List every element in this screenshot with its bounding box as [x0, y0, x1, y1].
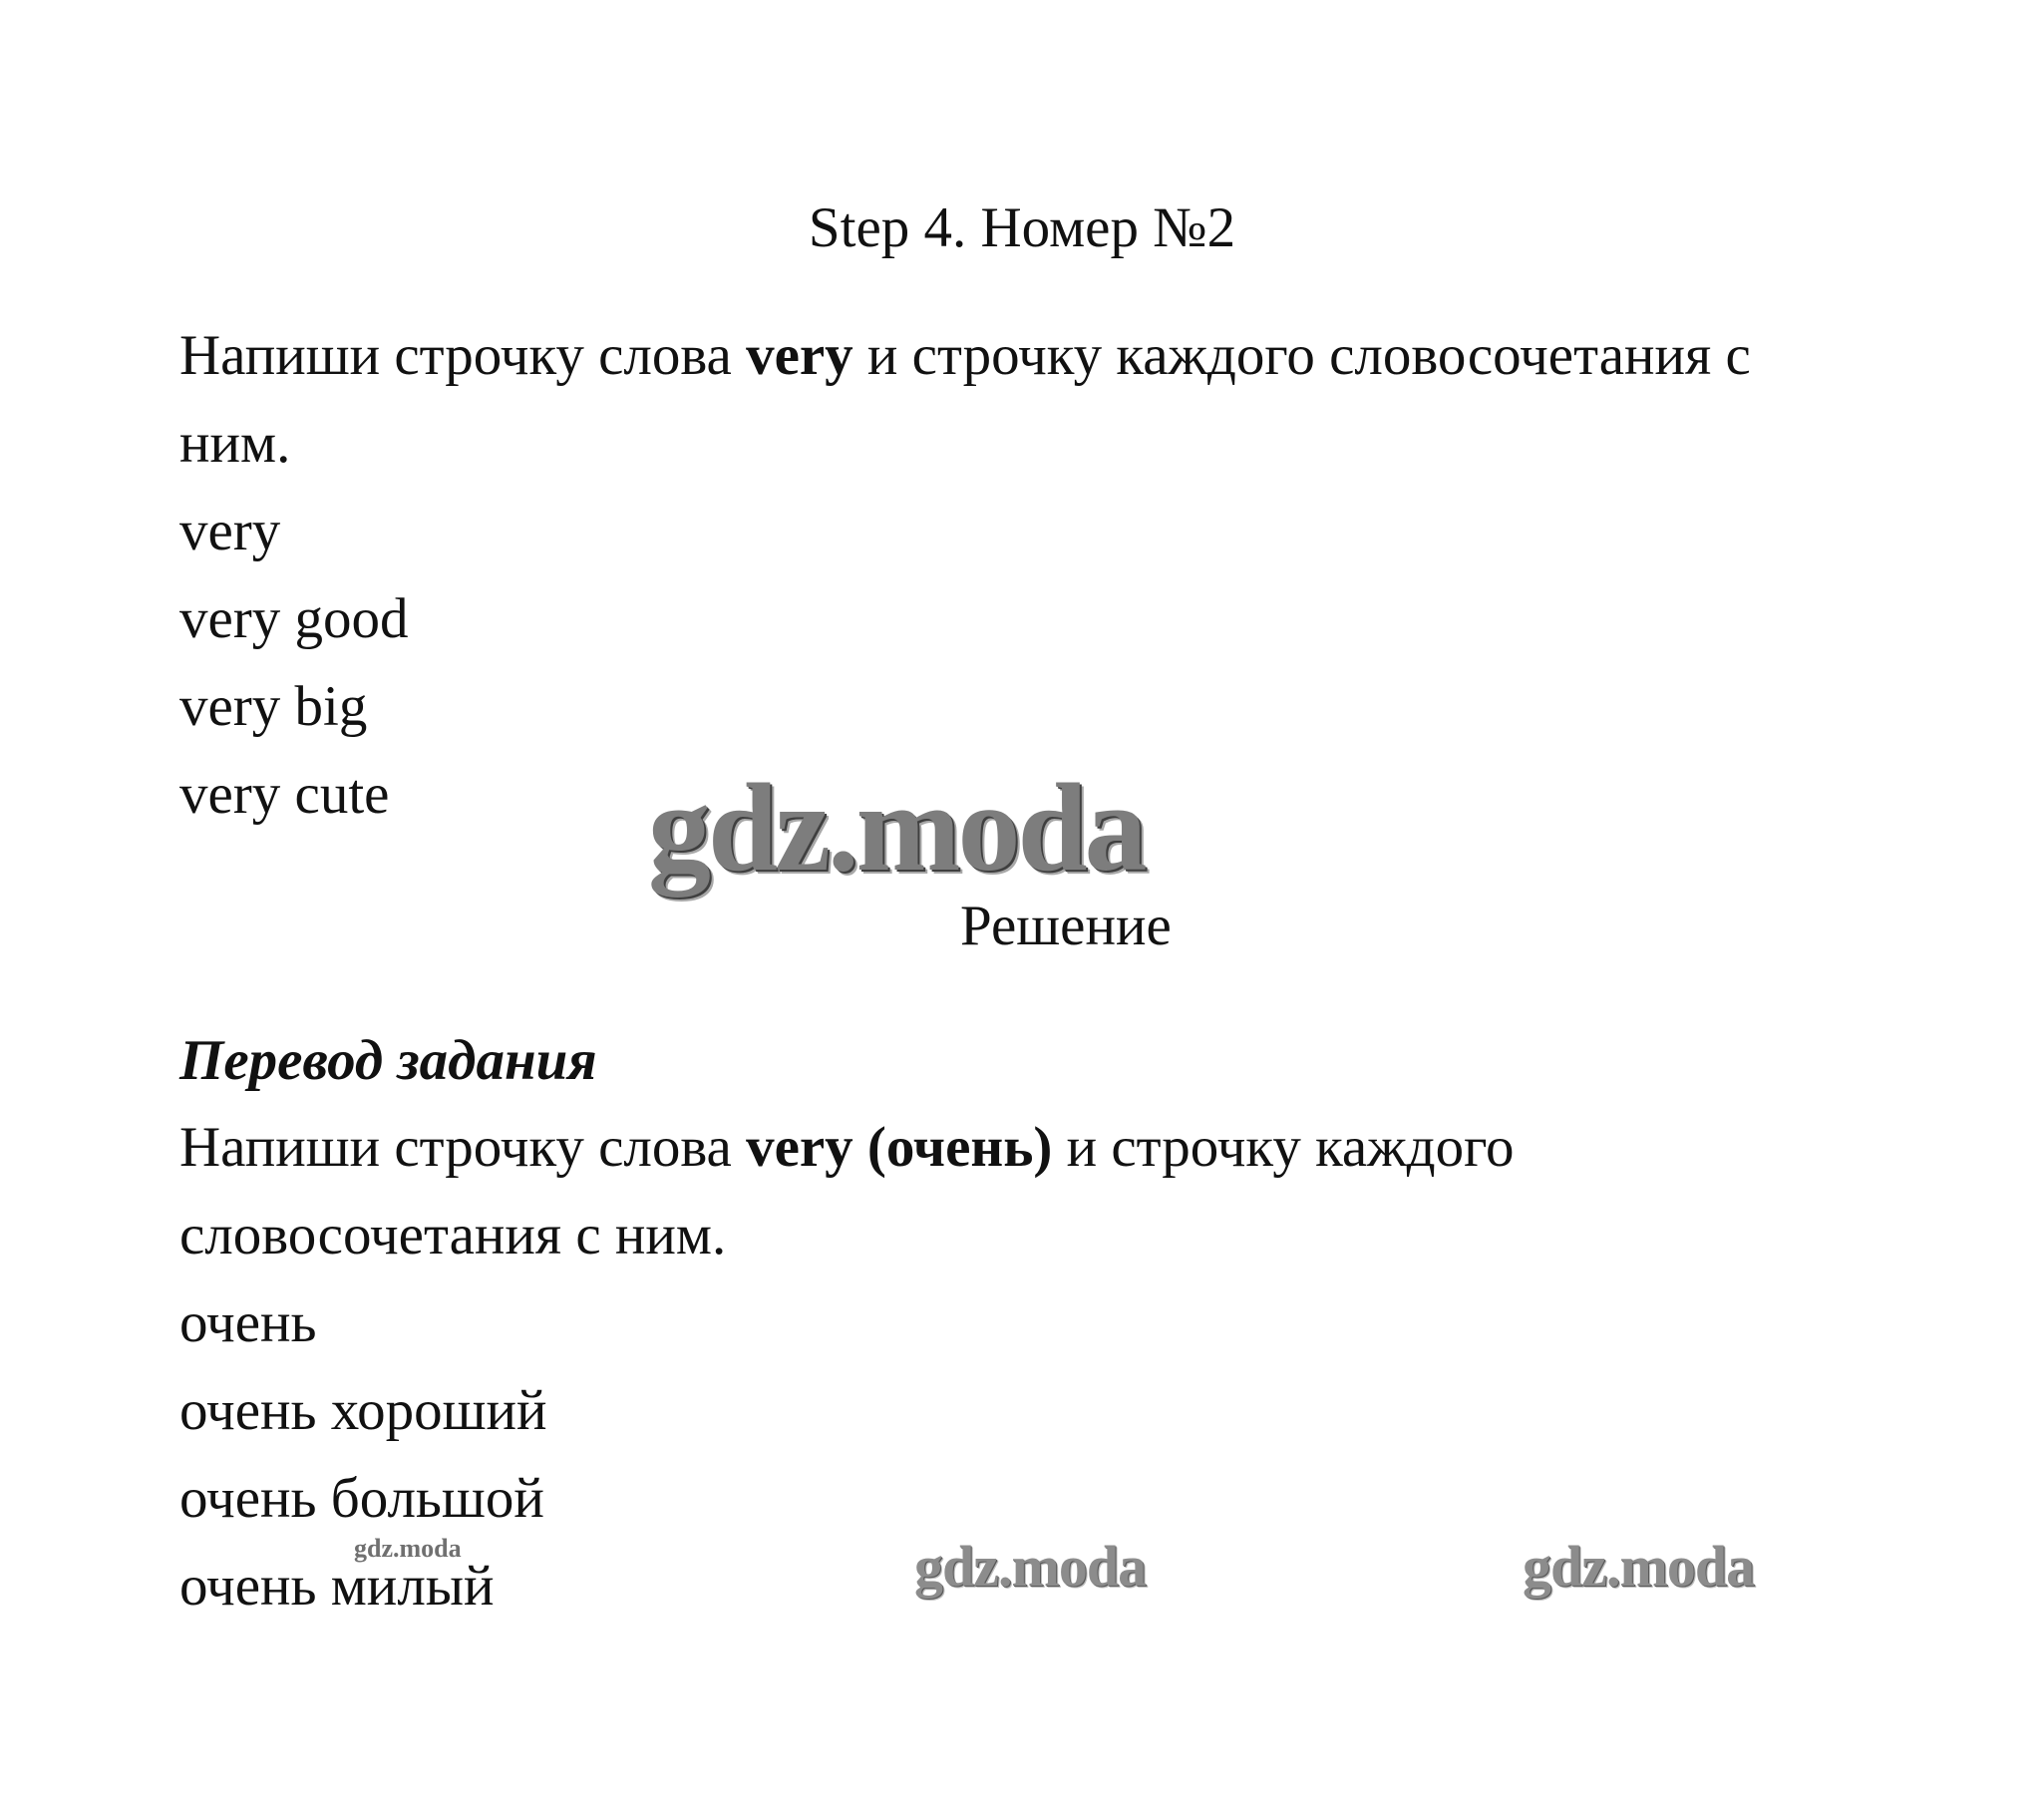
task-item-very-big: very big	[179, 675, 368, 738]
task-keyword: very	[746, 324, 853, 387]
task-item-very: very	[179, 500, 281, 562]
translation-line-1	[179, 1116, 1515, 1179]
translation-item-ochen: очень	[179, 1291, 317, 1354]
watermark-logo: gdz.moda	[648, 759, 1145, 898]
task-line-1	[179, 324, 1751, 387]
translation-line-2: словосочетания с ним.	[179, 1204, 727, 1267]
translation-heading: Перевод задания	[179, 1029, 597, 1092]
task-item-very-good: very good	[179, 587, 409, 650]
translation-item-ochen-bolshoy: очень большой	[179, 1467, 544, 1530]
solution-heading: Решение	[960, 895, 1172, 957]
task-line-1-before: Напиши строчку слова	[179, 324, 747, 387]
watermark-right: gdz.moda	[1523, 1534, 1755, 1599]
task-item-very-cute: very cute	[179, 763, 390, 826]
task-line-1-after: и строчку каждого словосочетания с	[852, 324, 1751, 387]
translation-item-ochen-khoroshiy: очень хороший	[179, 1379, 547, 1442]
page-title: Step 4. Номер №2	[808, 196, 1236, 259]
translation-line-1-after: и строчку каждого	[1052, 1116, 1515, 1179]
watermark-middle: gdz.moda	[914, 1534, 1147, 1599]
watermark-small: gdz.moda	[354, 1534, 462, 1563]
translation-item-ochen-miliy: очень милый	[179, 1555, 495, 1618]
translation-keyword: very (очень)	[746, 1116, 1053, 1179]
translation-line-1-before: Напиши строчку слова	[179, 1116, 747, 1179]
task-line-2: ним.	[179, 412, 291, 475]
